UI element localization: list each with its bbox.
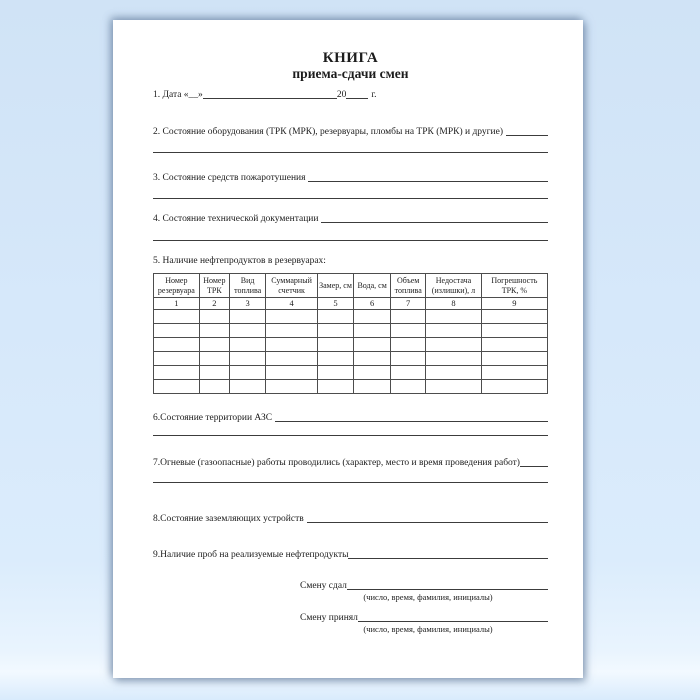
table-empty-row [154,310,548,324]
field-grounding-label: 8.Состояние заземляющих устройств [153,514,304,524]
field-grounding-row [153,513,548,525]
shift-handed-signature-line [347,580,548,590]
col-header-water: Вода, см [354,274,391,298]
field-equipment-label: 2. Состояние оборудования (ТРК (МРК), резервуары, пломбы на ТРК (МРК) и другие) [153,127,504,137]
field-samples-label: 9.Наличие проб на реализуемые нефтепродукты [153,550,349,560]
field-territory-row [153,412,548,424]
col-header-trk-error: Погрешность ТРК, % [481,274,547,298]
shift-accepted-signature-line [358,612,548,622]
shift-accepted-row [300,612,548,624]
col-number: 8 [426,298,482,310]
field-fire-continuation-line [153,184,548,199]
field-hotworks-row [153,457,548,469]
field-equipment-continuation-line [153,138,548,153]
field-samples-blank-line [348,549,548,559]
document-subtitle: приема-сдачи смен [292,66,409,81]
document-title: КНИГА [322,50,379,66]
col-number: 2 [199,298,229,310]
field-date-row [153,89,548,101]
field-equipment-blank-line [506,126,548,136]
field-equipment-row [153,126,548,138]
shift-handed-label: Смену сдал [300,581,347,591]
shift-accepted-label: Смену принял [300,613,358,623]
field-docs-blank-line [321,213,548,223]
field-territory-continuation-line [153,424,548,436]
form-content [113,20,583,635]
shift-handed-row [300,580,548,592]
table-empty-row [154,380,548,394]
field-hotworks-blank-line [520,457,548,467]
col-number: 5 [317,298,353,310]
col-header-total-counter: Суммарный счетчик [266,274,318,298]
field-grounding-blank-line [307,513,548,523]
shift-accepted-note: (число, время, фамилия, инициалы) [363,624,493,634]
col-number: 7 [391,298,426,310]
field-hotworks-continuation-line [153,469,548,483]
date-blank-line [203,89,337,99]
field-fire-row [153,172,548,184]
col-header-measurement: Замер, см [317,274,353,298]
col-header-trk-number: Номер ТРК [199,274,229,298]
col-number: 4 [266,298,318,310]
field-docs-label: 4. Состояние технической документации [153,214,319,224]
field-territory-label: 6.Состояние территории АЗС [153,413,273,423]
field-samples-row [153,549,548,561]
field-date-label: 1. Дата «__» [153,90,203,100]
field-fire-blank-line [308,172,548,182]
field-hotworks-label: 7.Огневые (газоопасные) работы проводились (характер, место и время проведения работ) [153,458,520,468]
table-column-numbers-row [154,298,548,310]
col-header-fuel-type: Вид топлива [230,274,266,298]
table-empty-row [154,324,548,338]
field-territory-blank-line [275,412,548,422]
table-empty-row [154,352,548,366]
field-reservoirs-row [153,255,548,267]
field-reservoirs-label: 5. Наличие нефтепродуктов в резервуарах: [153,256,326,266]
col-number: 3 [230,298,266,310]
reservoir-table [153,273,548,394]
year-blank-line [346,89,368,99]
form-page [113,20,583,678]
field-docs-row [153,213,548,225]
col-header-reservoir-number: Номер резервуара [154,274,200,298]
table-empty-row [154,338,548,352]
shift-handed-note: (число, время, фамилия, инициалы) [363,592,493,602]
field-fire-label: 3. Состояние средств пожаротушения [153,173,306,183]
year-prefix: 20 [336,90,347,100]
table-header-row [154,274,548,298]
col-header-fuel-volume: Объем топлива [391,274,426,298]
col-number: 6 [354,298,391,310]
col-header-shortage: Недостача (излишки), л [426,274,482,298]
table-empty-row [154,366,548,380]
col-number: 9 [481,298,547,310]
field-docs-continuation-line [153,225,548,241]
col-number: 1 [154,298,200,310]
year-suffix: г. [371,90,377,100]
